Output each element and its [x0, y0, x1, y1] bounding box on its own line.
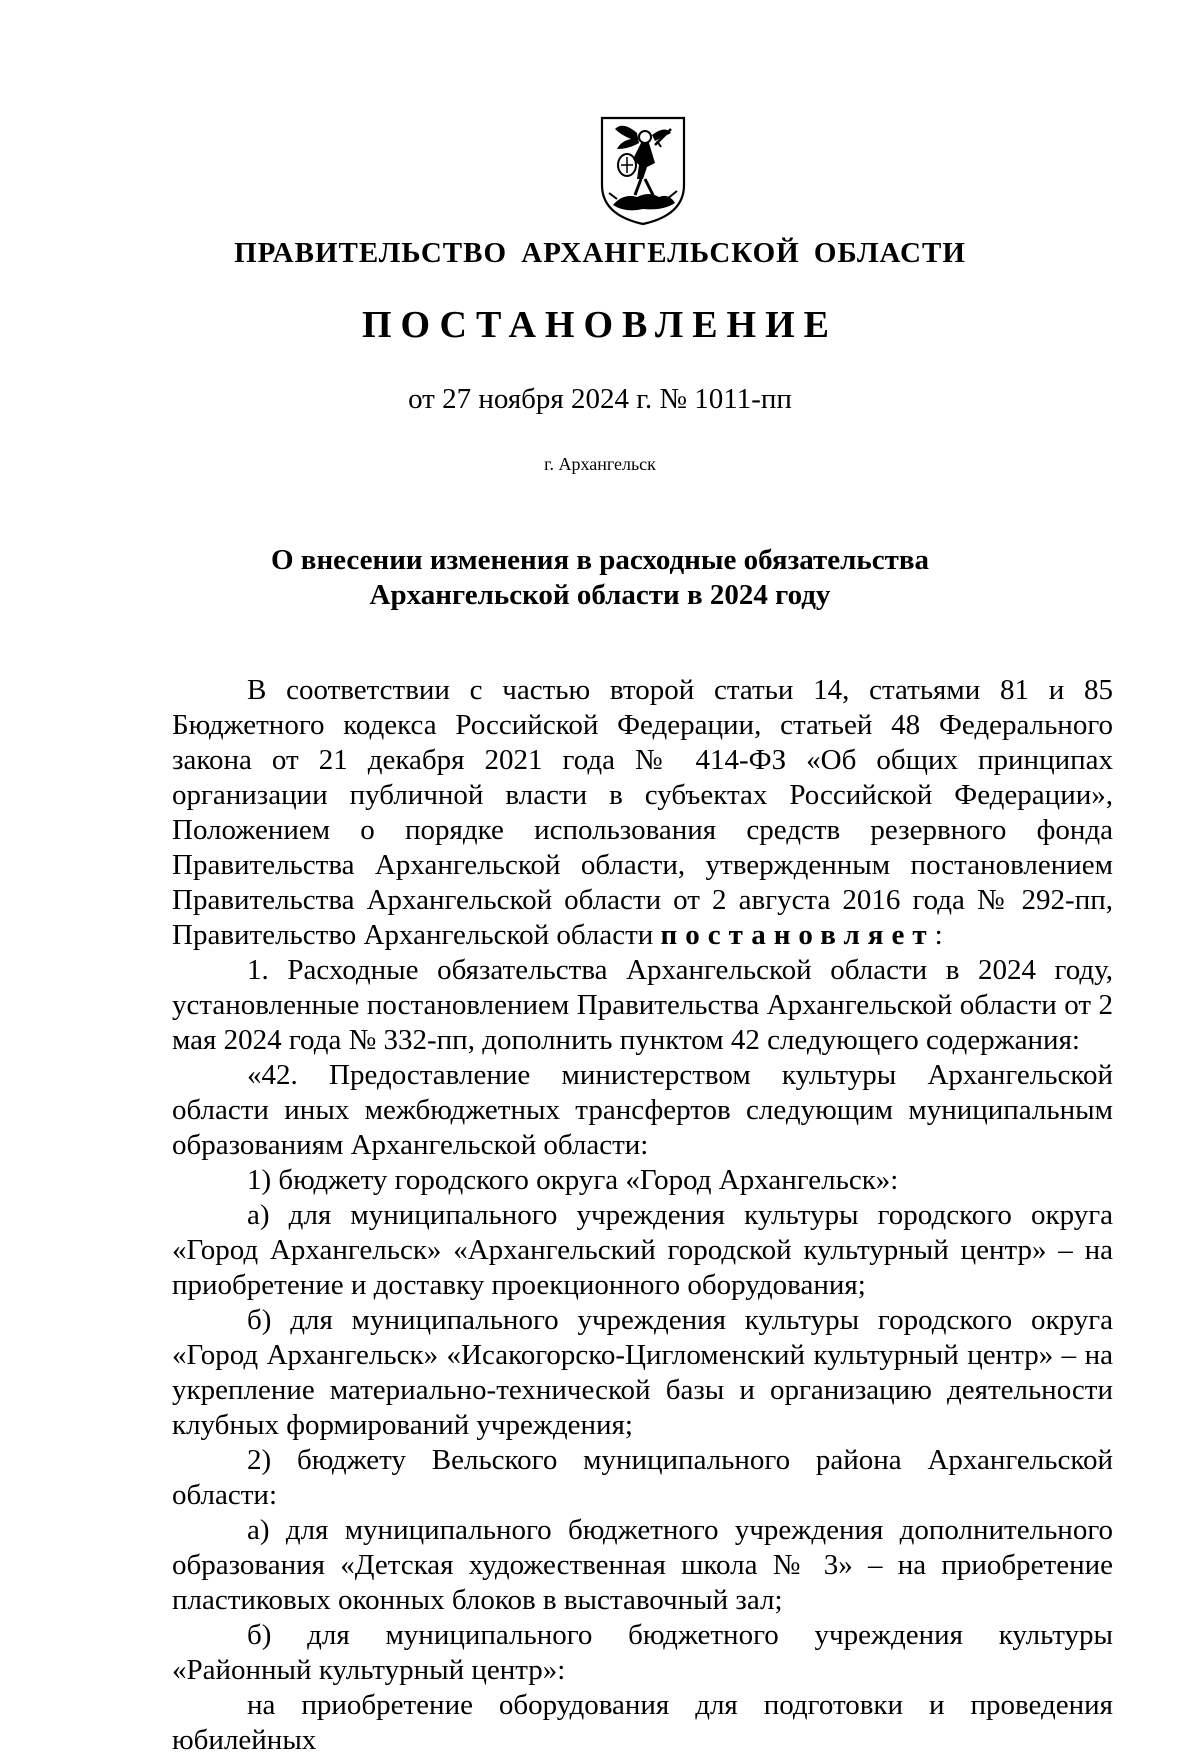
- subclause-2b: б) для муниципального бюджетного учреждения культуры «Районный культурный центр»:: [172, 1619, 1113, 1686]
- subclause-1: 1) бюджету городского округа «Город Архангельск»:: [247, 1164, 899, 1196]
- subclause-2: 2) бюджету Вельского муниципального района Архангельской области:: [172, 1444, 1113, 1511]
- title-line-1: О внесении изменения в расходные обязательства: [271, 544, 929, 576]
- subclause-1a: а) для муниципального учреждения культуры городского округа «Город Архангельск» «Архангельский городской культурный центр» – на приобретение и доставку проекционного оборудования;: [172, 1199, 1113, 1301]
- title-line-2: Архангельской области в 2024 году: [369, 579, 831, 611]
- subclause-1b: б) для муниципального учреждения культуры городского округа «Город Архангельск» «Исакогорско-Цигломенский культурный центр» – на укрепление материально-технической базы и организацию деятельности клубных формирований учреждения;: [172, 1304, 1113, 1441]
- document-body: [172, 673, 1113, 1758]
- preamble-paragraph: [172, 673, 1113, 953]
- decree-word: постановляет: [660, 919, 935, 951]
- preamble-text: В соответствии с частью второй статьи 14, статьями 81 и 85 Бюджетного кодекса Российской Федерации, статьей 48 Федерального закона от 21 декабря 2021 года № 414-ФЗ «Об общих принципах организации публичной власти в субъектах Российской Федерации», Положением о порядке использования средств резервного фонда Правительства Архангельской области, утвержденным постановлением Правительства Архангельской области от 2 августа 2016 года № 292-пп, Правительство Архангельской области: [172, 674, 1113, 951]
- preamble-end: :: [934, 919, 943, 951]
- clause-1: 1. Расходные обязательства Архангельской области в 2024 году, установленные постановлением Правительства Архангельской области от 2 мая 2024 года № 332-пп, дополнить пунктом 42 следующего содержания:: [172, 954, 1113, 1056]
- document-date-number: от 27 ноября 2024 г. № 1011-пп: [408, 383, 792, 415]
- subclause-2b-text: на приобретение оборудования для подготовки и проведения юбилейных: [172, 1689, 1113, 1756]
- document-city: г. Архангельск: [544, 454, 656, 474]
- document-type: ПОСТАНОВЛЕНИЕ: [361, 304, 839, 346]
- coat-of-arms-icon: [597, 115, 689, 227]
- subclause-2a: а) для муниципального бюджетного учреждения дополнительного образования «Детская художественная школа № 3» – на приобретение пластиковых оконных блоков в выставочный зал;: [172, 1514, 1113, 1616]
- government-name: ПРАВИТЕЛЬСТВО АРХАНГЕЛЬСКОЙ ОБЛАСТИ: [234, 237, 966, 269]
- clause-42: «42. Предоставление министерством культуры Архангельской области иных межбюджетных трансфертов следующим муниципальным образованиям Архангельской области:: [172, 1059, 1113, 1161]
- document-title: [0, 543, 1200, 613]
